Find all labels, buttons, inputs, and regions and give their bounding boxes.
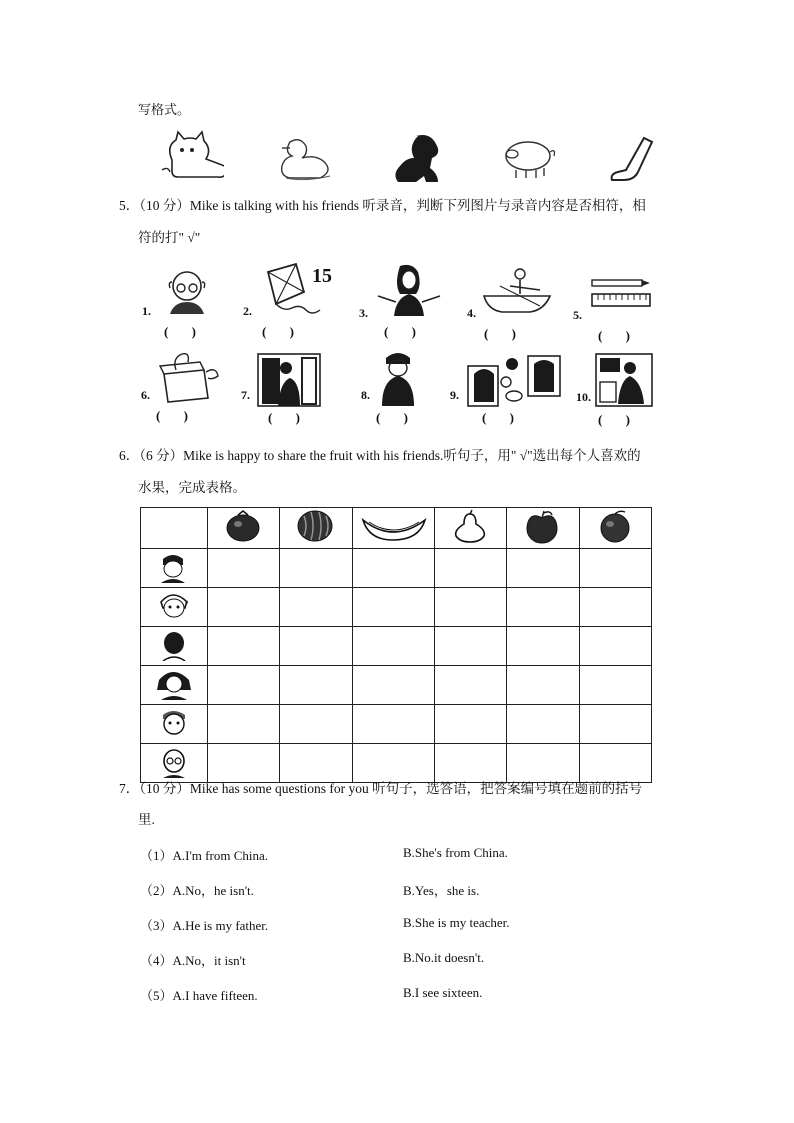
- dog-picture: [386, 130, 446, 186]
- question-6-line2: 水果，完成表格。: [138, 480, 246, 495]
- previous-question-tail: 写格式。: [138, 103, 191, 118]
- item-number-10: 10.: [576, 390, 591, 404]
- table-cell[interactable]: [507, 705, 579, 744]
- table-row: [141, 588, 652, 627]
- item-number-9: 9.: [450, 388, 459, 402]
- item-number-2: 2.: [243, 304, 252, 318]
- duck-picture: [276, 134, 336, 182]
- table-cell[interactable]: [352, 666, 434, 705]
- woman-kitchen-picture: [594, 352, 654, 408]
- person-avatar-6: [141, 744, 208, 783]
- person-avatar-1: [141, 549, 208, 588]
- table-cell[interactable]: [280, 666, 352, 705]
- table-cell[interactable]: [507, 588, 579, 627]
- pencil-ruler-picture: [590, 276, 652, 312]
- question-7-line2: 里.: [138, 812, 155, 827]
- answer-paren-8[interactable]: ( ): [376, 410, 418, 425]
- answer-paren-9[interactable]: ( ): [482, 410, 524, 425]
- table-cell[interactable]: [352, 627, 434, 666]
- q7-item-1-option-b: B.She's from China.: [403, 845, 508, 860]
- answer-paren-4[interactable]: ( ): [484, 326, 526, 341]
- pig-picture: [494, 134, 558, 180]
- table-cell[interactable]: [579, 666, 651, 705]
- table-row: [141, 744, 652, 783]
- answer-paren-2[interactable]: ( ): [262, 324, 304, 339]
- table-row: [141, 549, 652, 588]
- boy-picture: [378, 348, 418, 408]
- item-number-5: 5.: [573, 308, 582, 322]
- question-5-line2: 符的打" √": [138, 230, 201, 245]
- answer-paren-7[interactable]: ( ): [268, 410, 310, 425]
- apple-icon: [507, 508, 579, 549]
- girl-with-flowers-picture: [256, 352, 322, 408]
- table-cell[interactable]: [208, 666, 280, 705]
- table-cell[interactable]: [352, 705, 434, 744]
- table-cell[interactable]: [579, 588, 651, 627]
- q7-item-5-option-a: （5）A.I have fifteen.: [140, 988, 258, 1003]
- table-cell[interactable]: [352, 744, 434, 783]
- item-number-8: 8.: [361, 388, 370, 402]
- table-cell[interactable]: [208, 588, 280, 627]
- kite-number-label: 15: [312, 265, 332, 287]
- table-cell[interactable]: [208, 549, 280, 588]
- person-avatar-2: [141, 588, 208, 627]
- toy-box-picture: [156, 350, 220, 406]
- table-row: [141, 627, 652, 666]
- table-cell[interactable]: [579, 705, 651, 744]
- grandpa-picture: [162, 264, 212, 316]
- answer-paren-1[interactable]: ( ): [164, 324, 206, 339]
- table-cell[interactable]: [208, 627, 280, 666]
- q7-item-3-option-a: （3）A.He is my father.: [140, 918, 269, 933]
- table-cell[interactable]: [280, 588, 352, 627]
- girl-picture: [374, 262, 444, 318]
- item-number-1: 1.: [142, 304, 151, 318]
- item-number-3: 3.: [359, 306, 368, 320]
- table-cell[interactable]: [507, 549, 579, 588]
- table-cell[interactable]: [208, 705, 280, 744]
- table-cell[interactable]: [280, 549, 352, 588]
- answer-paren-3[interactable]: ( ): [384, 324, 426, 339]
- q7-item-4-option-a: （4）A.No，it isn't: [140, 953, 246, 968]
- table-cell[interactable]: [280, 744, 352, 783]
- table-cell[interactable]: [507, 627, 579, 666]
- q7-item-5-option-b: B.I see sixteen.: [403, 985, 483, 1000]
- table-cell[interactable]: [435, 744, 507, 783]
- answer-paren-10[interactable]: ( ): [598, 412, 640, 427]
- pomegranate-icon: [208, 508, 280, 549]
- table-cell[interactable]: [435, 627, 507, 666]
- table-row: [141, 666, 652, 705]
- item-number-7: 7.: [241, 388, 250, 402]
- cat-picture: [158, 130, 224, 184]
- q7-item-2-option-b: B.Yes，she is.: [403, 883, 480, 898]
- table-cell[interactable]: [579, 744, 651, 783]
- table-cell[interactable]: [208, 744, 280, 783]
- person-avatar-5: [141, 705, 208, 744]
- table-cell[interactable]: [352, 588, 434, 627]
- table-cell[interactable]: [579, 549, 651, 588]
- table-corner-cell: [141, 508, 208, 549]
- q7-item-4-option-b: B.No.it doesn't.: [403, 950, 485, 965]
- banana-icon: [352, 508, 434, 549]
- table-cell[interactable]: [435, 666, 507, 705]
- question-7-line1: 7．（10 分）Mike has some questions for you 听句子，选答语，把答案编号填在题前的括号: [119, 781, 643, 796]
- table-cell[interactable]: [507, 666, 579, 705]
- table-cell[interactable]: [435, 588, 507, 627]
- question-6-line1: 6．（6 分）Mike is happy to share the fruit with his friends.听句子，用" √"选出每个人喜欢的: [119, 448, 641, 463]
- leg-picture: [608, 136, 656, 182]
- q7-item-2-option-a: （2）A.No，he isn't.: [140, 883, 254, 898]
- table-header-row: [141, 508, 652, 549]
- person-avatar-3: [141, 627, 208, 666]
- table-cell[interactable]: [435, 549, 507, 588]
- table-cell[interactable]: [579, 627, 651, 666]
- answer-paren-6[interactable]: ( ): [156, 408, 198, 423]
- table-cell[interactable]: [507, 744, 579, 783]
- pear-icon: [435, 508, 507, 549]
- kite-picture: [262, 262, 342, 320]
- question-5-line1: 5．（10 分）Mike is talking with his friends 听录音，判断下列图片与录音内容是否相符，相: [119, 198, 646, 213]
- item-number-6: 6.: [141, 388, 150, 402]
- family-fruit-picture: [466, 352, 562, 408]
- person-avatar-4: [141, 666, 208, 705]
- watermelon-icon: [280, 508, 352, 549]
- q7-item-1-option-a: （1）A.I'm from China.: [140, 848, 268, 863]
- table-cell[interactable]: [352, 549, 434, 588]
- fruit-preference-table: [140, 507, 652, 783]
- q7-item-3-option-b: B.She is my teacher.: [403, 915, 510, 930]
- table-cell[interactable]: [435, 705, 507, 744]
- table-row: [141, 705, 652, 744]
- rowing-boat-picture: [480, 266, 554, 318]
- item-number-4: 4.: [467, 306, 476, 320]
- table-cell[interactable]: [280, 627, 352, 666]
- answer-paren-5[interactable]: ( ): [598, 328, 640, 343]
- peach-icon: [579, 508, 651, 549]
- table-cell[interactable]: [280, 705, 352, 744]
